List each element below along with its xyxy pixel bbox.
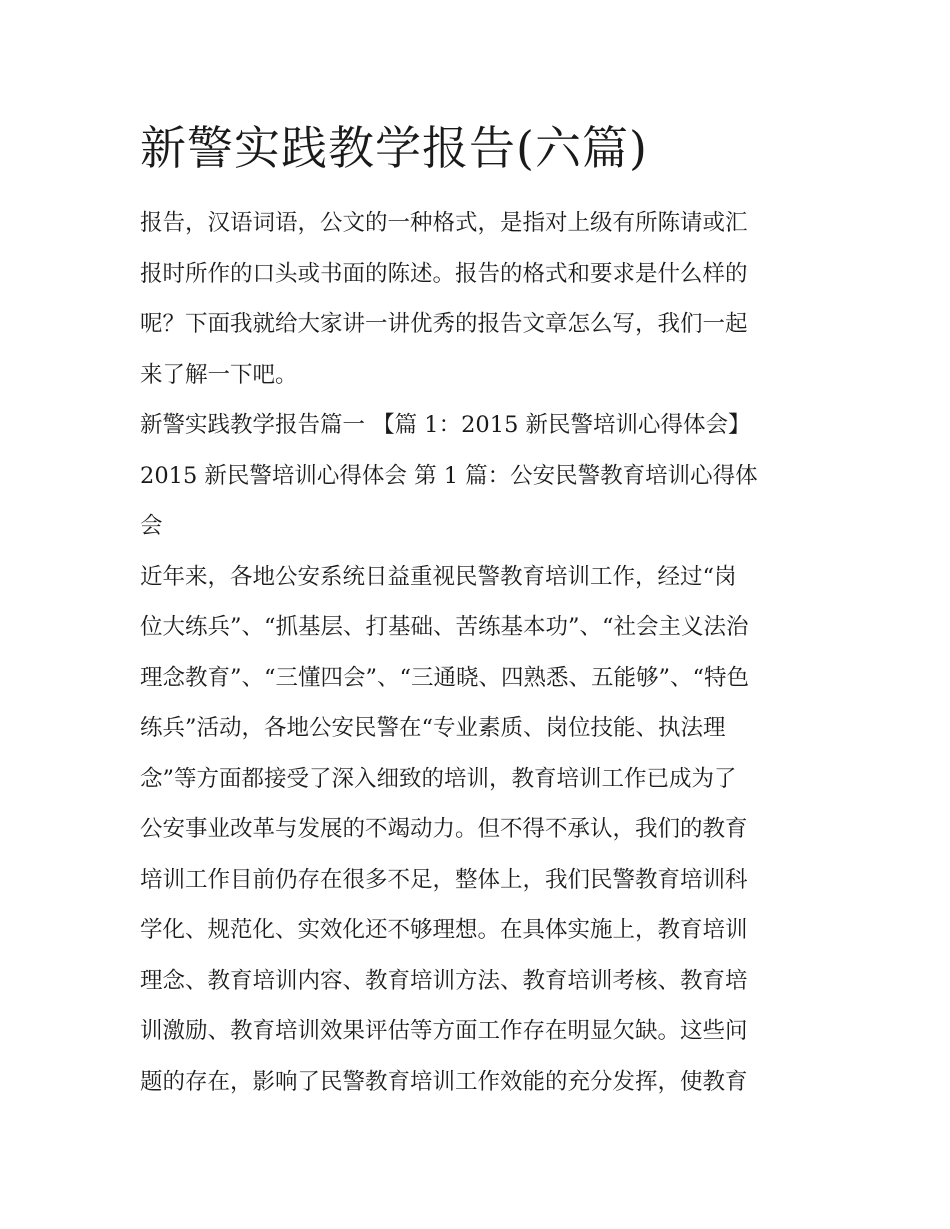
body-line: 理念、教育培训内容、教育培训方法、教育培训考核、教育培 xyxy=(140,967,748,994)
body-line: 培训工作目前仍存在很多不足，整体上，我们民警教育培训科 xyxy=(140,866,748,893)
document-body xyxy=(140,198,812,1107)
body-line: 近年来，各地公安系统日益重视民警教育培训工作，经过“岗 xyxy=(140,563,737,590)
document-title: 新警实践教学报告(六篇) xyxy=(140,121,648,175)
section-heading-line: 2015 新民警培训心得体会 第 1 篇：公安民警教育培训心得体 xyxy=(140,462,758,489)
body-line: 练兵”活动，各地公安民警在“专业素质、岗位技能、执法理 xyxy=(140,715,726,741)
document-page xyxy=(140,112,812,1107)
body-line: 位大练兵”、“抓基层、打基础、苦练基本功”、“社会主义法治 xyxy=(140,614,749,640)
body-line: 来了解一下吧。 xyxy=(140,361,298,388)
body-line: 公安事业改革与发展的不竭动力。但不得不承认，我们的教育 xyxy=(140,816,748,842)
section-heading-line: 新警实践教学报告篇一 【篇 1：2015 新民警培训心得体会】 xyxy=(140,412,751,438)
body-line: 念”等方面都接受了深入细致的培训，教育培训工作已成为了 xyxy=(140,765,737,792)
body-line: 学化、规范化、实效化还不够理想。在具体实施上，教育培训 xyxy=(140,917,748,943)
body-line: 理念教育”、“三懂四会”、“三通晓、四熟悉、五能够”、“特色 xyxy=(140,664,750,691)
body-line: 训激励、教育培训效果评估等方面工作存在明显欠缺。这些问 xyxy=(140,1018,748,1044)
body-line: 报告，汉语词语，公文的一种格式，是指对上级有所陈请或汇 xyxy=(140,210,748,236)
section-heading-line: 会 xyxy=(140,513,163,539)
body-line: 题的存在，影响了民警教育培训工作效能的充分发挥，使教育 xyxy=(140,1068,748,1095)
body-line: 呢？下面我就给大家讲一讲优秀的报告文章怎么写，我们一起 xyxy=(140,311,748,337)
body-line: 报时所作的口头或书面的陈述。报告的格式和要求是什么样的 xyxy=(140,260,748,287)
